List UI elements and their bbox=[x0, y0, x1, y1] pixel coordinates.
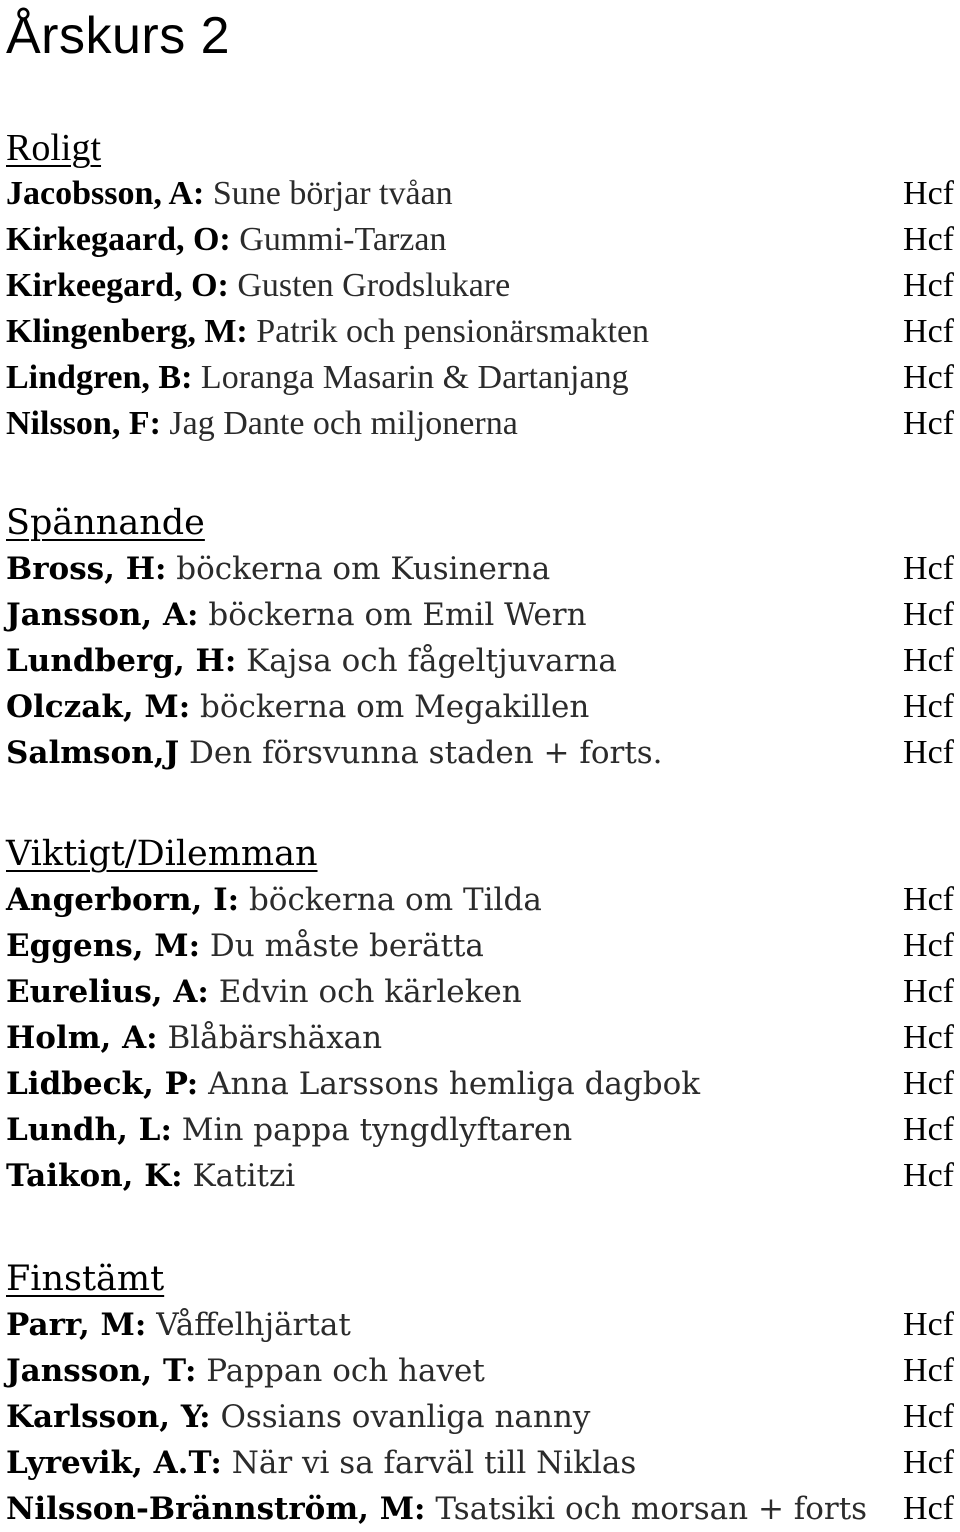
entry-code: Hcf bbox=[903, 1444, 954, 1481]
entry-author: Nilsson-Brännström, M: bbox=[6, 1491, 426, 1527]
book-entry bbox=[6, 923, 954, 969]
entry-author: Olczak, M: bbox=[6, 689, 191, 725]
entry-author: Jacobsson, A: bbox=[6, 175, 205, 212]
entry-author: Lidbeck, P: bbox=[6, 1066, 199, 1102]
entry-author: Kirkegaard, O: bbox=[6, 221, 231, 258]
entry-code: Hcf bbox=[903, 175, 954, 212]
section-finstamt bbox=[6, 1256, 954, 1532]
entry-code: Hcf bbox=[903, 973, 954, 1010]
entry-code: Hcf bbox=[903, 1111, 954, 1148]
book-entry bbox=[6, 1107, 954, 1153]
entry-title: Blåbärshäxan bbox=[167, 1020, 383, 1056]
section-heading: Finstämt bbox=[6, 1259, 165, 1299]
section-heading: Roligt bbox=[6, 127, 102, 169]
entry-author: Nilsson, F: bbox=[6, 405, 161, 442]
entry-author: Lundh, L: bbox=[6, 1112, 172, 1148]
book-entry bbox=[6, 1348, 954, 1394]
entry-code: Hcf bbox=[903, 688, 954, 725]
entry-author: Parr, M: bbox=[6, 1307, 147, 1343]
entry-code: Hcf bbox=[903, 1065, 954, 1102]
section-heading: Viktigt/Dilemman bbox=[6, 834, 318, 874]
entry-author: Angerborn, I: bbox=[6, 882, 240, 918]
book-entry bbox=[6, 1302, 954, 1348]
book-entry bbox=[6, 546, 954, 592]
entry-code: Hcf bbox=[903, 596, 954, 633]
entry-title: böckerna om Tilda bbox=[248, 882, 542, 918]
entry-author: Eurelius, A: bbox=[6, 974, 209, 1010]
book-entry bbox=[6, 730, 954, 776]
entry-code: Hcf bbox=[903, 359, 954, 396]
entry-author: Kirkeegard, O: bbox=[6, 267, 229, 304]
entry-author: Eggens, M: bbox=[6, 928, 201, 964]
entry-author: Jansson, A: bbox=[6, 597, 199, 633]
entry-title: Jag Dante och miljonerna bbox=[169, 405, 518, 442]
book-entry bbox=[6, 684, 954, 730]
book-entry bbox=[6, 1486, 954, 1532]
book-entry bbox=[6, 969, 954, 1015]
entry-title: Våffelhjärtat bbox=[156, 1307, 351, 1343]
entry-title: böckerna om Kusinerna bbox=[176, 551, 551, 587]
entry-title: Katitzi bbox=[192, 1158, 296, 1194]
entry-author: Lindgren, B: bbox=[6, 359, 193, 396]
section-spannande bbox=[6, 500, 954, 776]
entry-title: Patrik och pensionärsmakten bbox=[256, 313, 650, 350]
entry-code: Hcf bbox=[903, 267, 954, 304]
book-entry bbox=[6, 355, 954, 401]
entry-title: Loranga Masarin & Dartanjang bbox=[200, 359, 629, 396]
entry-code: Hcf bbox=[903, 313, 954, 350]
entry-author: Lundberg, H: bbox=[6, 643, 237, 679]
entry-author: Jansson, T: bbox=[6, 1353, 197, 1389]
entry-code: Hcf bbox=[903, 734, 954, 771]
entry-title: Anna Larssons hemliga dagbok bbox=[208, 1066, 701, 1102]
book-entry bbox=[6, 1153, 954, 1199]
entry-title: Ossians ovanliga nanny bbox=[220, 1399, 591, 1435]
entry-title: böckerna om Megakillen bbox=[200, 689, 590, 725]
section-heading: Spännande bbox=[6, 503, 205, 543]
book-entry bbox=[6, 877, 954, 923]
entry-title: böckerna om Emil Wern bbox=[208, 597, 587, 633]
entry-title: Gusten Grodslukare bbox=[237, 267, 511, 304]
entry-code: Hcf bbox=[903, 405, 954, 442]
section-roligt bbox=[6, 125, 954, 447]
entry-code: Hcf bbox=[903, 221, 954, 258]
entry-title: Gummi-Tarzan bbox=[239, 221, 447, 258]
entry-title: Sune börjar tvåan bbox=[212, 175, 453, 212]
book-entry bbox=[6, 1061, 954, 1107]
section-viktigt-dilemman bbox=[6, 831, 954, 1199]
entry-author: Holm, A: bbox=[6, 1020, 158, 1056]
entry-title: Du måste berätta bbox=[209, 928, 484, 964]
entry-code: Hcf bbox=[903, 927, 954, 964]
entry-code: Hcf bbox=[903, 1306, 954, 1343]
book-entry bbox=[6, 401, 954, 447]
entry-title: När vi sa farväl till Niklas bbox=[231, 1445, 637, 1481]
entry-author: Salmson,J bbox=[6, 735, 180, 771]
book-entry bbox=[6, 1015, 954, 1061]
entry-author: Klingenberg, M: bbox=[6, 313, 248, 350]
entry-code: Hcf bbox=[903, 1398, 954, 1435]
entry-title: Tsatsiki och morsan + forts bbox=[435, 1491, 868, 1527]
book-entry bbox=[6, 309, 954, 355]
book-entry bbox=[6, 638, 954, 684]
book-entry bbox=[6, 263, 954, 309]
entry-author: Lyrevik, A.T: bbox=[6, 1445, 222, 1481]
entry-title: Edvin och kärleken bbox=[218, 974, 522, 1010]
entry-author: Karlsson, Y: bbox=[6, 1399, 211, 1435]
page-title: Årskurs 2 bbox=[6, 7, 231, 65]
entry-code: Hcf bbox=[903, 550, 954, 587]
entry-title: Min pappa tyngdlyftaren bbox=[181, 1112, 573, 1148]
book-entry bbox=[6, 171, 954, 217]
entry-code: Hcf bbox=[903, 881, 954, 918]
book-entry bbox=[6, 592, 954, 638]
entry-code: Hcf bbox=[903, 1019, 954, 1056]
entry-title: Den försvunna staden + forts. bbox=[189, 735, 663, 771]
book-entry bbox=[6, 1394, 954, 1440]
entry-title: Pappan och havet bbox=[206, 1353, 485, 1389]
entry-title: Kajsa och fågeltjuvarna bbox=[246, 643, 617, 679]
entry-author: Bross, H: bbox=[6, 551, 167, 587]
entry-code: Hcf bbox=[903, 1352, 954, 1389]
entry-author: Taikon, K: bbox=[6, 1158, 183, 1194]
book-entry bbox=[6, 217, 954, 263]
entry-code: Hcf bbox=[903, 1490, 954, 1527]
entry-code: Hcf bbox=[903, 1157, 954, 1194]
entry-code: Hcf bbox=[903, 642, 954, 679]
book-entry bbox=[6, 1440, 954, 1486]
